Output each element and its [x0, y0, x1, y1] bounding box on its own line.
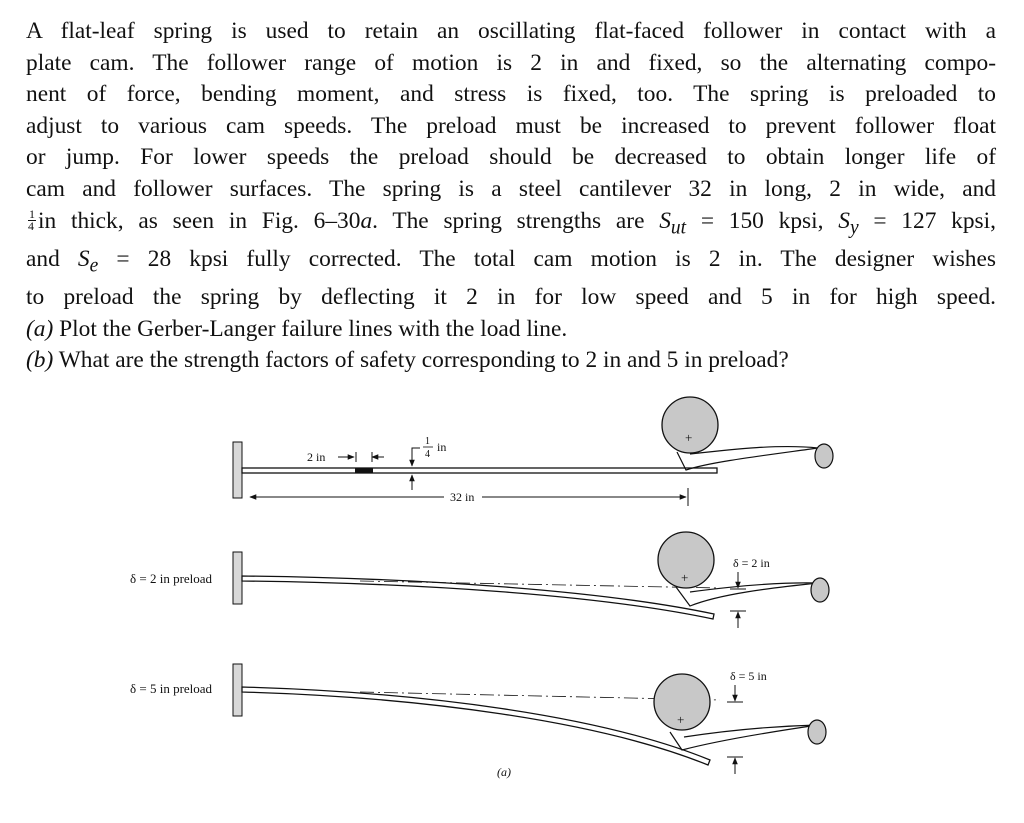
se-subscript: e — [89, 255, 99, 277]
thickness-den: 4 — [425, 449, 430, 460]
wall-support — [233, 552, 242, 604]
cam-center-mark: + — [677, 712, 685, 727]
preload-5in-assembly — [130, 664, 826, 774]
leaf-spring — [242, 468, 717, 473]
preload-2in-assembly — [130, 532, 829, 628]
problem-line: or jump. For lower speeds the preload should be decreased to obtain longer life of — [26, 144, 996, 171]
problem-line: nent of force, bending moment, and stress is fixed, too. The spring is preloaded to — [26, 81, 996, 108]
deflected-spring-5in — [242, 687, 710, 765]
problem-line: A flat-leaf spring is used to retain an oscillating flat-faced follower in contact with a — [26, 18, 996, 44]
sy-value: = 127 kpsi, — [858, 207, 996, 234]
problem-text: = 28 kpsi fully corrected. The total cam motion is 2 in. The designer wishes — [98, 245, 996, 272]
problem-line — [26, 206, 996, 244]
problem-line: plate cam. The follower range of motion is 2 in and fixed, so the alternating compo- — [26, 49, 996, 76]
part-a-label: (a) — [26, 315, 54, 342]
fraction-numerator: 1 — [29, 206, 35, 221]
se-symbol: S — [77, 245, 90, 272]
figure-caption: (a) — [497, 765, 511, 779]
sut-symbol: S — [659, 207, 671, 234]
sy-subscript: y — [849, 217, 859, 239]
sut-subscript: ut — [670, 217, 687, 239]
follower-pivot — [815, 444, 833, 468]
thickness-unit: in — [437, 440, 447, 454]
part-a — [26, 314, 996, 346]
unloaded-assembly — [233, 397, 833, 506]
figure-ref-letter: a — [360, 207, 373, 234]
problem-line: adjust to various cam speeds. The preload must be increased to prevent follower float — [26, 112, 996, 139]
deflected-spring-2in — [242, 576, 714, 619]
problem-line: cam and follower surfaces. The spring is a steel cantilever 32 in long, 2 in wide, and — [26, 175, 996, 202]
wall-support — [233, 664, 242, 716]
fraction-denominator: 4 — [28, 218, 34, 233]
part-b — [26, 345, 996, 377]
preload-5-label: δ = 5 in preload — [130, 681, 213, 696]
spring-figure — [0, 380, 1024, 823]
problem-text: and — [26, 245, 78, 272]
problem-line: to preload the spring by deflecting it 2 in for low speed and 5 in for high speed. — [26, 284, 996, 311]
follower-pivot — [808, 720, 826, 744]
problem-statement — [26, 16, 996, 377]
cam-center-mark: + — [681, 570, 689, 585]
wall-support — [233, 442, 242, 498]
part-b-text: What are the strength factors of safety corresponding to 2 in and 5 in preload? — [53, 347, 789, 374]
thickness-num: 1 — [425, 436, 430, 447]
length-label: 32 in — [450, 490, 475, 504]
sut-value: = 150 kpsi, — [686, 207, 839, 234]
part-a-text: Plot the Gerber-Langer failure lines with the load line. — [53, 315, 568, 342]
width-label: 2 in — [307, 450, 326, 464]
thickness-fraction — [28, 206, 36, 233]
problem-text: in thick, as seen in Fig. 6–30 — [38, 207, 361, 234]
delta-5-label: δ = 5 in — [730, 669, 767, 683]
preload-2-label: δ = 2 in preload — [130, 571, 213, 586]
problem-line — [26, 244, 996, 282]
problem-text: . The spring strengths are — [372, 207, 660, 234]
thickness-arrow-top — [412, 448, 420, 466]
sy-symbol: S — [838, 207, 850, 234]
part-b-label: (b) — [26, 347, 54, 374]
delta-2-label: δ = 2 in — [733, 556, 770, 570]
follower-pivot — [811, 578, 829, 602]
cam-center-mark: + — [685, 430, 693, 445]
spring-width-mark — [355, 468, 373, 473]
